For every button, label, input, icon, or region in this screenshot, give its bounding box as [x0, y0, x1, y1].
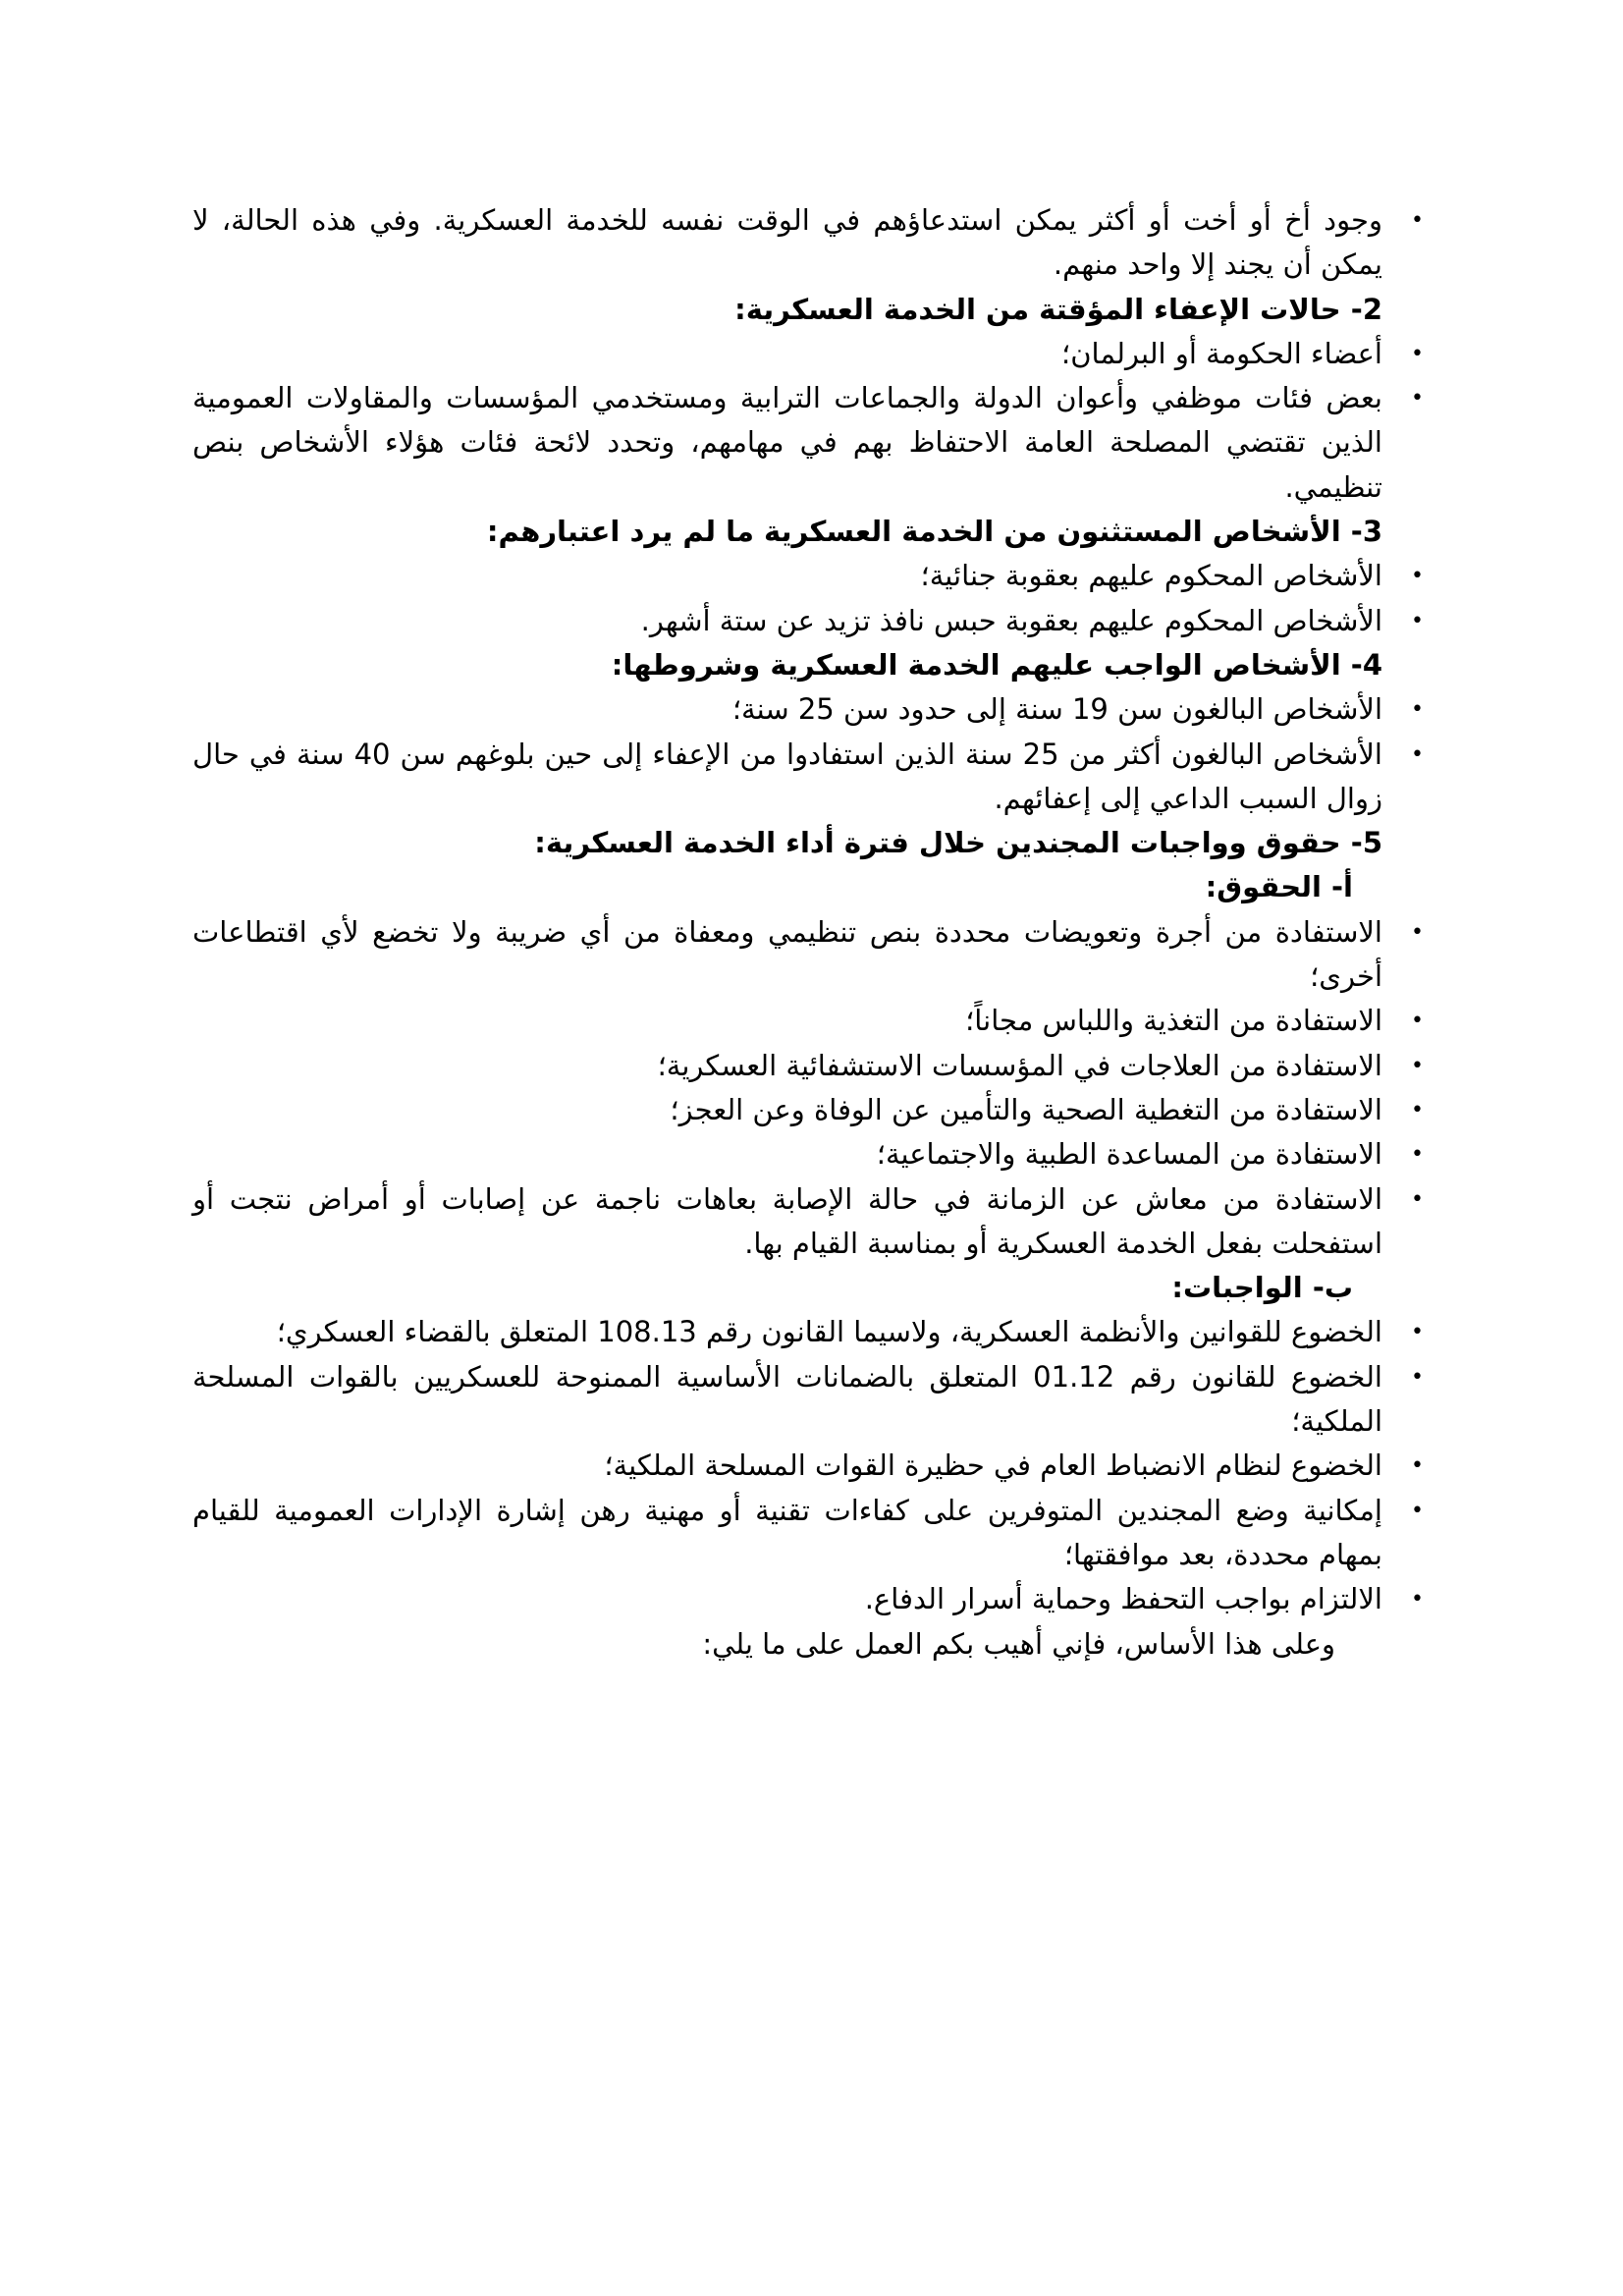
- list-item-text: الأشخاص البالغون سن 19 سنة إلى حدود سن 25 سنة؛: [731, 692, 1382, 727]
- section-heading-3: 3- الأشخاص المستثنون من الخدمة العسكرية ما لم يرد اعتبارهم:: [486, 515, 1382, 549]
- bullet-icon: •: [1411, 1009, 1424, 1034]
- list-item: [192, 1132, 1424, 1176]
- bullet-icon: •: [1411, 741, 1424, 767]
- list-item-text: إمكانية وضع المجندين المتوفرين على كفاءات تقنية أو مهنية رهن إشارة الإدارات العمومية للقيام بمهام محددة، بعد موافقتها؛: [192, 1493, 1382, 1571]
- bullet-icon: •: [1411, 1587, 1424, 1613]
- bullet-icon: •: [1411, 564, 1424, 589]
- list-item: [192, 599, 1424, 643]
- bullet-icon: •: [1411, 386, 1424, 411]
- bullet-icon: •: [1411, 608, 1424, 633]
- list-item-text: الخضوع للقانون رقم 01.12 المتعلق بالضمانات الأساسية الممنوحة للعسكريين بالقوات المسلحة الملكية؛: [192, 1359, 1382, 1439]
- subheading-duties: ب- الواجبات:: [1171, 1271, 1353, 1305]
- list-item: [192, 1444, 1424, 1488]
- list-item: [192, 1355, 1424, 1445]
- section-heading-5: 5- حقوق وواجبات المجندين خلال فترة أداء الخدمة العسكرية:: [534, 826, 1382, 860]
- list-item: [192, 1577, 1424, 1621]
- bullet-icon: •: [1411, 919, 1424, 945]
- list-item-text: أعضاء الحكومة أو البرلمان؛: [1061, 336, 1382, 370]
- closing-paragraph: وعلى هذا الأساس، فإني أهيب بكم العمل على ما يلي:: [702, 1626, 1335, 1661]
- list-item: [192, 1088, 1424, 1132]
- list-item: [192, 198, 1424, 288]
- list-item: [192, 687, 1424, 732]
- list-item: [192, 1044, 1424, 1088]
- bullet-icon: •: [1411, 208, 1424, 233]
- section-heading-4: 4- الأشخاص الواجب عليهم الخدمة العسكرية وشروطها:: [611, 647, 1382, 682]
- list-item-text: الأشخاص البالغون أكثر من 25 سنة الذين استفادوا من الإعفاء إلى حين بلوغهم سن 40 سنة في حال زوال السبب الداعي إلى إعفائهم.: [192, 737, 1382, 815]
- subheading-rights: أ- الحقوق:: [1205, 870, 1353, 904]
- bullet-icon: •: [1411, 1142, 1424, 1168]
- list-item-text: وجود أخ أو أخت أو أكثر يمكن استدعاؤهم في الوقت نفسه للخدمة العسكرية. وفي هذه الحالة، لا يمكن أن يجند إلا واحد منهم.: [192, 203, 1382, 282]
- bullet-icon: •: [1411, 1097, 1424, 1122]
- list-item-text: الاستفادة من العلاجات في المؤسسات الاستشفائية العسكرية؛: [657, 1048, 1382, 1082]
- list-item-text: بعض فئات موظفي وأعوان الدولة والجماعات الترابية ومستخدمي المؤسسات والمقاولات العمومية الذين تقتضي المصلحة العامة الاحتفاظ بهم في مهامهم، وتحدد لائحة فئات هؤلاء الأشخاص بنص تنظيمي.: [192, 381, 1382, 504]
- list-item: [192, 1489, 1424, 1578]
- section-heading-2: 2- حالات الإعفاء المؤقتة من الخدمة العسكرية:: [734, 292, 1382, 326]
- bullet-icon: •: [1411, 1364, 1424, 1390]
- list-item: [192, 554, 1424, 598]
- list-item-text: الالتزام بواجب التحفظ وحماية أسرار الدفاع.: [864, 1582, 1382, 1616]
- list-item: [192, 999, 1424, 1043]
- bullet-icon: •: [1411, 1453, 1424, 1479]
- list-item: [192, 1310, 1424, 1354]
- list-item: [192, 332, 1424, 376]
- bullet-icon: •: [1411, 1320, 1424, 1345]
- bullet-icon: •: [1411, 1053, 1424, 1078]
- bullet-icon: •: [1411, 1186, 1424, 1212]
- list-item: [192, 376, 1424, 510]
- list-item-text: الأشخاص المحكوم عليهم بعقوبة جنائية؛: [920, 559, 1382, 593]
- list-item: [192, 1177, 1424, 1267]
- list-item-text: الاستفادة من المساعدة الطبية والاجتماعية؛: [876, 1137, 1382, 1172]
- bullet-icon: •: [1411, 697, 1424, 723]
- bullet-icon: •: [1411, 1498, 1424, 1523]
- list-item-text: الخضوع للقوانين والأنظمة العسكرية، ولاسيما القانون رقم 108.13 المتعلق بالقضاء العسكري؛: [276, 1315, 1382, 1349]
- list-item-text: الاستفادة من معاش عن الزمانة في حالة الإصابة بعاهات ناجمة عن إصابات أو أمراض نتجت أو استفحلت بفعل الخدمة العسكرية أو بمناسبة القيام بها.: [192, 1181, 1382, 1260]
- list-item-text: الاستفادة من التغذية واللباس مجاناً؛: [965, 1004, 1382, 1038]
- list-item-text: الاستفادة من أجرة وتعويضات محددة بنص تنظيمي ومعفاة من أي ضريبة ولا تخضع لأي اقتطاعات أخرى؛: [192, 914, 1382, 994]
- list-item: [192, 733, 1424, 822]
- document-page: [192, 198, 1424, 1667]
- bullet-icon: •: [1411, 341, 1424, 366]
- list-item-text: الأشخاص المحكوم عليهم بعقوبة حبس نافذ تزيد عن ستة أشهر.: [640, 603, 1382, 637]
- list-item-text: الخضوع لنظام الانضباط العام في حظيرة القوات المسلحة الملكية؛: [604, 1449, 1382, 1483]
- list-item-text: الاستفادة من التغطية الصحية والتأمين عن الوفاة وعن العجز؛: [670, 1092, 1382, 1126]
- list-item: [192, 910, 1424, 1000]
